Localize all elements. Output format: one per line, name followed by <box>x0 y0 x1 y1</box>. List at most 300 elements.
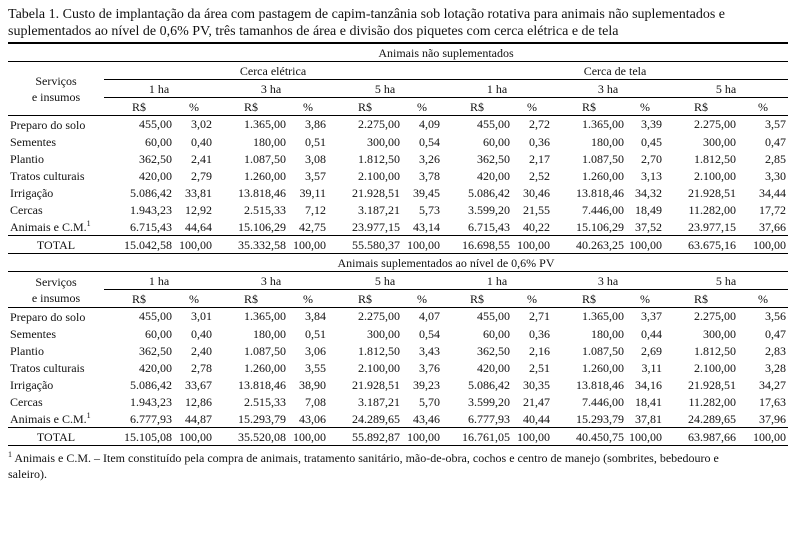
table-cell: 21.928,51 <box>352 377 400 392</box>
table-cell: 11.282,00 <box>688 394 736 409</box>
unit-header: R$ <box>552 98 626 116</box>
fence-group-header: Cerca de tela <box>442 62 788 80</box>
table-cell: 60,00 <box>145 134 172 149</box>
table-cell: 11.282,00 <box>688 202 736 217</box>
table-cell: 3,13 <box>641 168 662 183</box>
table-cell: 5.086,42 <box>468 185 510 200</box>
table-cell: 43,06 <box>299 411 326 426</box>
table-row <box>8 308 788 326</box>
table-cell: 362,50 <box>139 343 172 358</box>
table-cell: 42,75 <box>299 219 326 234</box>
table-row <box>8 201 788 218</box>
table-cell: 3,84 <box>305 309 326 324</box>
table-row <box>8 218 788 236</box>
document-page <box>8 0 786 482</box>
blank-cell <box>8 43 104 62</box>
table-row <box>8 376 788 393</box>
total-cell: 63.675,16 <box>664 236 738 254</box>
section-title: Animais não suplementados <box>104 43 788 62</box>
table-cell: 1.812,50 <box>358 343 400 358</box>
table-cell: 2.275,00 <box>694 117 736 132</box>
total-cell: 40.263,25 <box>552 236 626 254</box>
table-cell: 180,00 <box>591 326 624 341</box>
table-row <box>8 393 788 410</box>
section-title: Animais suplementados ao nível de 0,6% PV <box>104 254 788 272</box>
unit-header: % <box>288 290 328 308</box>
table-cell: 1.087,50 <box>244 343 286 358</box>
table-cell: 44,87 <box>185 411 212 426</box>
area-row <box>8 80 788 98</box>
table-cell: 3,08 <box>305 151 326 166</box>
services-label-line1: Serviços <box>35 73 77 88</box>
total-cell: 40.450,75 <box>552 428 626 446</box>
table-cell: 420,00 <box>139 168 172 183</box>
table-cell: 43,14 <box>413 219 440 234</box>
row-label <box>8 218 104 236</box>
table-cell: 3,57 <box>765 117 786 132</box>
table-cell: 6.777,93 <box>468 411 510 426</box>
section-header-row <box>8 43 788 62</box>
row-label <box>8 184 104 201</box>
table-cell: 0,36 <box>529 326 550 341</box>
table-cell: 23.977,15 <box>352 219 400 234</box>
table-cell: 15.293,79 <box>238 411 286 426</box>
table-cell: 21.928,51 <box>352 185 400 200</box>
unit-header: R$ <box>328 290 402 308</box>
total-cell: 100,00 <box>738 428 788 446</box>
table-cell: 60,00 <box>483 134 510 149</box>
table-row <box>8 410 788 428</box>
table-cell: 1.365,00 <box>244 309 286 324</box>
table-cell: 5.086,42 <box>130 185 172 200</box>
table-cell: 37,52 <box>635 219 662 234</box>
footnote-ref: 1 <box>86 410 91 420</box>
table-cell: 1.087,50 <box>582 343 624 358</box>
unit-header: R$ <box>328 98 402 116</box>
total-cell: 55.892,87 <box>328 428 402 446</box>
table-cell: 18,41 <box>635 394 662 409</box>
unit-header: % <box>402 290 442 308</box>
table-row <box>8 359 788 376</box>
section-header-row <box>8 254 788 272</box>
table-cell: 60,00 <box>145 326 172 341</box>
table-cell: 3.187,21 <box>358 394 400 409</box>
table-cell: 34,32 <box>635 185 662 200</box>
table-cell: 7.446,00 <box>582 202 624 217</box>
row-label-text: Tratos culturais <box>10 168 85 183</box>
row-label <box>8 376 104 393</box>
unit-header: R$ <box>214 290 288 308</box>
table-cell: 1.812,50 <box>358 151 400 166</box>
table-cell: 3,55 <box>305 360 326 375</box>
table-cell: 40,44 <box>523 411 550 426</box>
table-cell: 3.187,21 <box>358 202 400 217</box>
table-cell: 3,56 <box>765 309 786 324</box>
total-cell: 100,00 <box>512 236 552 254</box>
unit-header: % <box>174 290 214 308</box>
table-cell: 2,85 <box>765 151 786 166</box>
row-label <box>8 393 104 410</box>
table-cell: 2,16 <box>529 343 550 358</box>
area-row <box>8 272 788 290</box>
unit-header: R$ <box>664 98 738 116</box>
table-cell: 180,00 <box>253 134 286 149</box>
table-cell: 455,00 <box>139 309 172 324</box>
table-row <box>8 184 788 201</box>
total-cell: 100,00 <box>626 428 664 446</box>
footnote-marker: 1 <box>8 450 12 459</box>
table-cell: 3,37 <box>641 309 662 324</box>
total-cell: 15.042,58 <box>104 236 174 254</box>
table-cell: 2,51 <box>529 360 550 375</box>
row-label <box>8 359 104 376</box>
area-size-header: 1 ha <box>104 80 214 98</box>
unit-header: R$ <box>104 98 174 116</box>
table-cell: 2,71 <box>529 309 550 324</box>
total-cell: 100,00 <box>288 236 328 254</box>
table-cell: 420,00 <box>477 360 510 375</box>
row-label-text: Cercas <box>10 394 43 409</box>
table-cell: 3,28 <box>765 360 786 375</box>
table-cell: 2.275,00 <box>358 117 400 132</box>
table-caption: Tabela 1. Custo de implantação da área com pastagem de capim-tanzânia sob lotação rotativa para animais não suplementados e suplementados ao nível de 0,6% PV, três tamanhos de área e divisão dos piquetes com cerca elétrica e de tela <box>8 7 726 39</box>
table-cell: 1.087,50 <box>582 151 624 166</box>
unit-header: % <box>512 290 552 308</box>
table-cell: 1.365,00 <box>582 117 624 132</box>
table-cell: 17,72 <box>759 202 786 217</box>
table-cell: 300,00 <box>703 326 736 341</box>
row-label <box>8 150 104 167</box>
total-label: TOTAL <box>8 236 104 254</box>
table-cell: 362,50 <box>477 343 510 358</box>
table-cell: 1.943,23 <box>130 202 172 217</box>
table-cell: 455,00 <box>139 117 172 132</box>
table-cell: 2.275,00 <box>358 309 400 324</box>
area-size-header: 3 ha <box>214 80 328 98</box>
unit-header: R$ <box>214 98 288 116</box>
table-cell: 420,00 <box>139 360 172 375</box>
table-row <box>8 116 788 134</box>
table-cell: 0,54 <box>419 326 440 341</box>
table-cell: 24.289,65 <box>352 411 400 426</box>
unit-header: R$ <box>442 290 512 308</box>
table-cell: 3.599,20 <box>468 394 510 409</box>
table-cell: 362,50 <box>139 151 172 166</box>
table-cell: 30,35 <box>523 377 550 392</box>
total-cell: 16.761,05 <box>442 428 512 446</box>
table-cell: 30,46 <box>523 185 550 200</box>
table-cell: 2.515,33 <box>244 394 286 409</box>
unit-header: % <box>288 98 328 116</box>
table-cell: 362,50 <box>477 151 510 166</box>
area-size-header: 3 ha <box>214 272 328 290</box>
unit-header: R$ <box>104 290 174 308</box>
table-cell: 33,67 <box>185 377 212 392</box>
table-cell: 7,12 <box>305 202 326 217</box>
services-label <box>8 272 104 308</box>
table-cell: 2,52 <box>529 168 550 183</box>
table-cell: 39,11 <box>299 185 326 200</box>
table-cell: 38,90 <box>299 377 326 392</box>
row-label-text: Irrigação <box>10 377 54 392</box>
total-cell: 100,00 <box>738 236 788 254</box>
table-cell: 5.086,42 <box>468 377 510 392</box>
footnote <box>8 450 748 482</box>
total-cell: 100,00 <box>174 428 214 446</box>
table-cell: 0,40 <box>191 134 212 149</box>
table-cell: 12,92 <box>185 202 212 217</box>
unit-header: % <box>402 98 442 116</box>
total-cell: 100,00 <box>512 428 552 446</box>
table-cell: 1.365,00 <box>582 309 624 324</box>
area-size-header: 3 ha <box>552 80 664 98</box>
table-cell: 0,44 <box>641 326 662 341</box>
table-cell: 21.928,51 <box>688 377 736 392</box>
row-label-text: Cercas <box>10 202 43 217</box>
table-cell: 4,09 <box>419 117 440 132</box>
table-cell: 2,17 <box>529 151 550 166</box>
area-size-header: 5 ha <box>664 272 788 290</box>
table-row <box>8 133 788 150</box>
table-row <box>8 167 788 184</box>
table-cell: 0,54 <box>419 134 440 149</box>
table-cell: 300,00 <box>367 326 400 341</box>
table-cell: 13.818,46 <box>576 185 624 200</box>
row-label <box>8 410 104 428</box>
total-cell: 15.105,08 <box>104 428 174 446</box>
table-cell: 455,00 <box>477 309 510 324</box>
table-cell: 2,79 <box>191 168 212 183</box>
total-cell: 63.987,66 <box>664 428 738 446</box>
table-row <box>8 342 788 359</box>
table-cell: 2,78 <box>191 360 212 375</box>
table-cell: 3,11 <box>641 360 662 375</box>
fence-group-row <box>8 62 788 80</box>
table-cell: 1.943,23 <box>130 394 172 409</box>
table-cell: 0,51 <box>305 326 326 341</box>
table-cell: 5,70 <box>419 394 440 409</box>
table-cell: 4,07 <box>419 309 440 324</box>
table-cell: 1.260,00 <box>582 168 624 183</box>
row-label-text: Irrigação <box>10 185 54 200</box>
table-cell: 1.260,00 <box>244 168 286 183</box>
area-size-header: 5 ha <box>328 80 442 98</box>
table-cell: 3,76 <box>419 360 440 375</box>
total-cell: 100,00 <box>402 428 442 446</box>
table-cell: 21,47 <box>523 394 550 409</box>
table-cell: 6.715,43 <box>130 219 172 234</box>
table-cell: 13.818,46 <box>238 377 286 392</box>
table-cell: 5.086,42 <box>130 377 172 392</box>
table-cell: 39,45 <box>413 185 440 200</box>
unit-header: R$ <box>664 290 738 308</box>
table-cell: 1.260,00 <box>244 360 286 375</box>
table-cell: 2,69 <box>641 343 662 358</box>
fence-group-header: Cerca elétrica <box>104 62 442 80</box>
table-cell: 15.293,79 <box>576 411 624 426</box>
table-cell: 21.928,51 <box>688 185 736 200</box>
services-label-line2: e insumos <box>31 89 81 104</box>
total-cell: 100,00 <box>288 428 328 446</box>
total-row <box>8 428 788 446</box>
table-cell: 18,49 <box>635 202 662 217</box>
unit-header: % <box>626 98 664 116</box>
table-cell: 180,00 <box>253 326 286 341</box>
table-cell: 34,44 <box>759 185 786 200</box>
table-cell: 39,23 <box>413 377 440 392</box>
table-row <box>8 150 788 167</box>
total-label: TOTAL <box>8 428 104 446</box>
table-cell: 3,43 <box>419 343 440 358</box>
table-cell: 60,00 <box>483 326 510 341</box>
table-cell: 0,47 <box>765 134 786 149</box>
row-label <box>8 308 104 326</box>
row-label-text: Tratos culturais <box>10 360 85 375</box>
table-cell: 300,00 <box>367 134 400 149</box>
table-cell: 0,45 <box>641 134 662 149</box>
services-label <box>8 62 104 116</box>
area-size-header: 1 ha <box>442 80 552 98</box>
table-cell: 1.087,50 <box>244 151 286 166</box>
table-cell: 3,39 <box>641 117 662 132</box>
table-cell: 37,66 <box>759 219 786 234</box>
table-cell: 2.275,00 <box>694 309 736 324</box>
unit-header: % <box>738 290 788 308</box>
table-cell: 420,00 <box>477 168 510 183</box>
unit-header: % <box>512 98 552 116</box>
table-cell: 0,36 <box>529 134 550 149</box>
unit-header: % <box>626 290 664 308</box>
services-label-line2: e insumos <box>31 290 81 305</box>
table-cell: 1.365,00 <box>244 117 286 132</box>
table-cell: 3.599,20 <box>468 202 510 217</box>
row-label <box>8 325 104 342</box>
table-cell: 37,96 <box>759 411 786 426</box>
table-cell: 15.106,29 <box>576 219 624 234</box>
total-cell: 55.580,37 <box>328 236 402 254</box>
table-cell: 21,55 <box>523 202 550 217</box>
table-cell: 1.812,50 <box>694 151 736 166</box>
table-cell: 455,00 <box>477 117 510 132</box>
row-label <box>8 167 104 184</box>
table-cell: 2.100,00 <box>358 168 400 183</box>
row-label-text: Preparo do solo <box>10 309 86 324</box>
table-row <box>8 325 788 342</box>
table-cell: 15.106,29 <box>238 219 286 234</box>
table-cell: 3,57 <box>305 168 326 183</box>
row-label <box>8 133 104 150</box>
table-cell: 24.289,65 <box>688 411 736 426</box>
total-row <box>8 236 788 254</box>
unit-header: % <box>738 98 788 116</box>
unit-row <box>8 98 788 116</box>
table-cell: 2,72 <box>529 117 550 132</box>
table-cell: 3,02 <box>191 117 212 132</box>
area-size-header: 3 ha <box>552 272 664 290</box>
table-cell: 33,81 <box>185 185 212 200</box>
blank-cell <box>8 254 104 272</box>
table-cell: 3,01 <box>191 309 212 324</box>
table-cell: 43,46 <box>413 411 440 426</box>
table-cell: 17,63 <box>759 394 786 409</box>
total-cell: 100,00 <box>626 236 664 254</box>
total-cell: 100,00 <box>174 236 214 254</box>
table-cell: 34,27 <box>759 377 786 392</box>
table-cell: 5,73 <box>419 202 440 217</box>
table-cell: 2,83 <box>765 343 786 358</box>
total-cell: 35.520,08 <box>214 428 288 446</box>
row-label-text: Animais e C.M. <box>10 219 87 234</box>
table-cell: 13.818,46 <box>238 185 286 200</box>
table-cell: 3,30 <box>765 168 786 183</box>
row-label-text: Preparo do solo <box>10 117 86 132</box>
row-label-text: Sementes <box>10 134 56 149</box>
area-size-header: 5 ha <box>664 80 788 98</box>
table-cell: 180,00 <box>591 134 624 149</box>
footnote-text: Animais e C.M. – Item constituído pela compra de animais, tratamento sanitário, mão-de-obra, cochos e centro de manejo (sombrites, bebedouro e saleiro). <box>8 451 719 481</box>
table-cell: 3,06 <box>305 343 326 358</box>
row-label <box>8 116 104 134</box>
row-label <box>8 201 104 218</box>
table-cell: 1.812,50 <box>694 343 736 358</box>
services-label-line1: Serviços <box>35 274 77 289</box>
row-label-text: Animais e C.M. <box>10 411 87 426</box>
table-cell: 0,51 <box>305 134 326 149</box>
unit-row <box>8 290 788 308</box>
table-cell: 7,08 <box>305 394 326 409</box>
footnote-ref: 1 <box>86 218 91 228</box>
table-cell: 0,40 <box>191 326 212 341</box>
table-cell: 12,86 <box>185 394 212 409</box>
table-cell: 3,86 <box>305 117 326 132</box>
table-cell: 23.977,15 <box>688 219 736 234</box>
table-cell: 0,47 <box>765 326 786 341</box>
row-label-text: Sementes <box>10 326 56 341</box>
table-cell: 2.100,00 <box>694 168 736 183</box>
table-cell: 34,16 <box>635 377 662 392</box>
table-cell: 7.446,00 <box>582 394 624 409</box>
table-cell: 2.100,00 <box>694 360 736 375</box>
total-cell: 100,00 <box>402 236 442 254</box>
table-cell: 2.515,33 <box>244 202 286 217</box>
area-size-header: 1 ha <box>442 272 552 290</box>
total-cell: 16.698,55 <box>442 236 512 254</box>
table-cell: 2,41 <box>191 151 212 166</box>
area-size-header: 1 ha <box>104 272 214 290</box>
table-cell: 13.818,46 <box>576 377 624 392</box>
table-cell: 1.260,00 <box>582 360 624 375</box>
row-label-text: Plantio <box>10 343 45 358</box>
total-cell: 35.332,58 <box>214 236 288 254</box>
table-cell: 6.777,93 <box>130 411 172 426</box>
table-cell: 2,70 <box>641 151 662 166</box>
table-cell: 44,64 <box>185 219 212 234</box>
area-size-header: 5 ha <box>328 272 442 290</box>
row-label-text: Plantio <box>10 151 45 166</box>
cost-table <box>8 42 788 446</box>
unit-header: % <box>174 98 214 116</box>
table-cell: 2.100,00 <box>358 360 400 375</box>
table-cell: 3,26 <box>419 151 440 166</box>
table-cell: 2,40 <box>191 343 212 358</box>
unit-header: R$ <box>552 290 626 308</box>
table-cell: 6.715,43 <box>468 219 510 234</box>
table-cell: 3,78 <box>419 168 440 183</box>
unit-header: R$ <box>442 98 512 116</box>
row-label <box>8 342 104 359</box>
table-cell: 300,00 <box>703 134 736 149</box>
cost-table-body <box>8 43 788 446</box>
